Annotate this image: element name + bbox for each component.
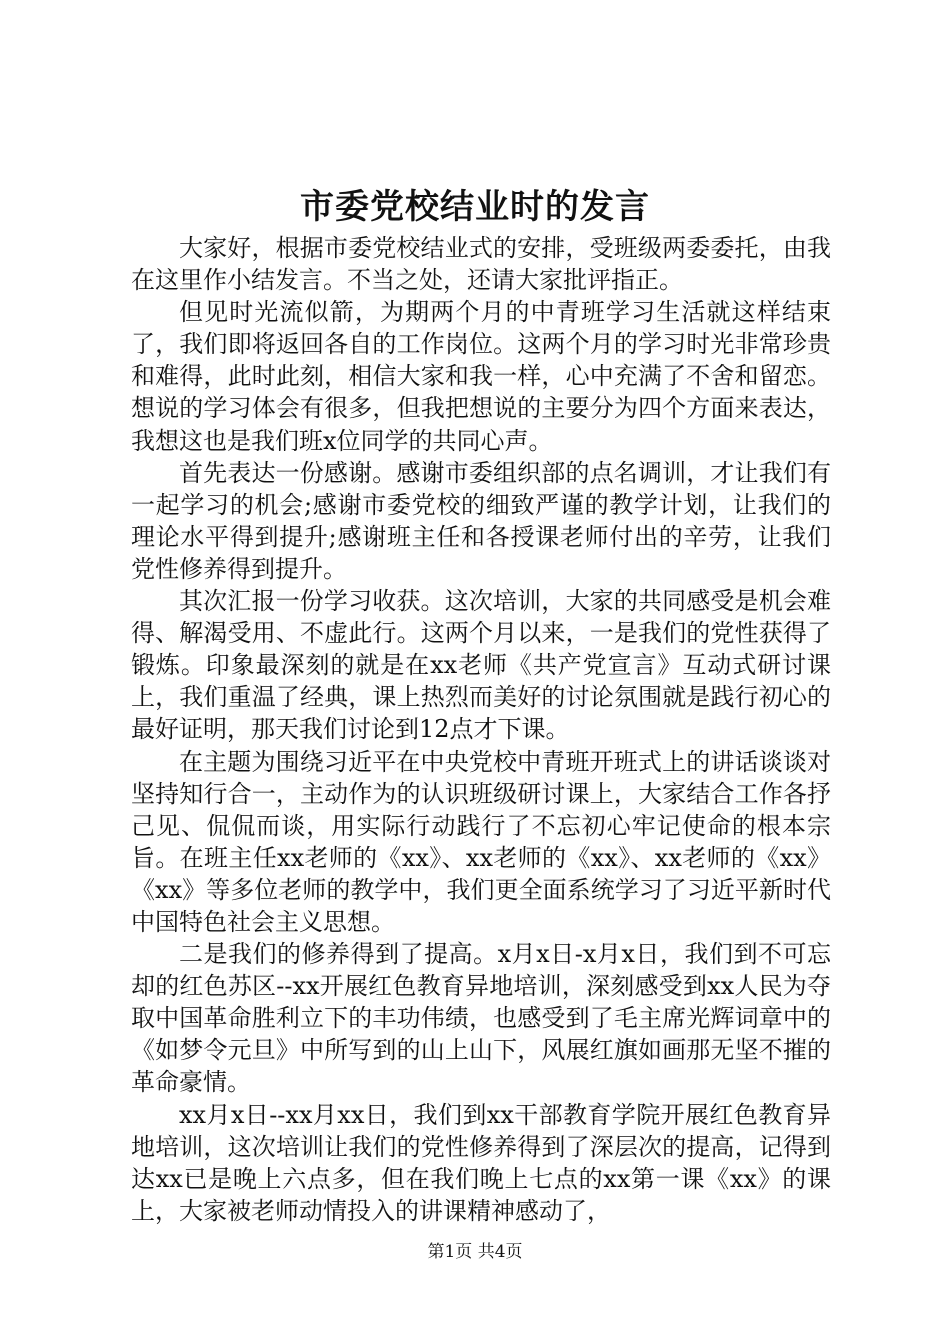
paragraph: 大家好，根据市委党校结业式的安排，受班级两委委托，由我在这里作小结发言。不当之处，还请大家批评指正。 <box>131 234 831 295</box>
document-title: 市委党校结业时的发言 <box>300 187 650 227</box>
paragraph: 其次汇报一份学习收获。这次培训，大家的共同感受是机会难得、解渴受用、不虚此行。这两个月以来，一是我们的党性获得了锻炼。印象最深刻的就是在xx老师《共产党宣言》互动式研讨课上，我们重温了经典，课上热烈而美好的讨论氛围就是践行初心的最好证明，那天我们讨论到12点才下课。 <box>131 587 831 744</box>
paragraph: 二是我们的修养得到了提高。x月x日-x月x日，我们到不可忘却的红色苏区--xx开展红色教育异地培训，深刻感受到xx人民为夺取中国革命胜利立下的丰功伟绩，也感受到了毛主席光辉词章中的《如梦令元旦》中所写到的山上山下，风展红旗如画那无坚不摧的革命豪情。 <box>131 940 831 1097</box>
paragraph: 在主题为围绕习近平在中央党校中青班开班式上的讲话谈谈对坚持知行合一，主动作为的认识班级研讨课上，大家结合工作各抒己见、侃侃而谈，用实际行动践行了不忘初心牢记使命的根本宗旨。在班主任xx老师的《xx》、xx老师的《xx》、xx老师的《xx》《xx》等多位老师的教学中，我们更全面系统学习了习近平新时代中国特色社会主义思想。 <box>131 747 831 936</box>
paragraph: 首先表达一份感谢。感谢市委组织部的点名调训，才让我们有一起学习的机会;感谢市委党校的细致严谨的教学计划，让我们的理论水平得到提升;感谢班主任和各授课老师付出的辛劳，让我们党性修养得到提升。 <box>131 458 831 583</box>
paragraph: 但见时光流似箭，为期两个月的中青班学习生活就这样结束了，我们即将返回各自的工作岗位。这两个月的学习时光非常珍贵和难得，此时此刻，相信大家和我一样，心中充满了不舍和留恋。想说的学习体会有很多，但我把想说的主要分为四个方面来表达，我想这也是我们班x位同学的共同心声。 <box>131 298 831 455</box>
page-footer: 第1页 共4页 <box>427 1242 523 1262</box>
document-body <box>131 232 831 1227</box>
paragraph: xx月x日--xx月xx日，我们到xx干部教育学院开展红色教育异地培训，这次培训让我们的党性修养得到了深层次的提高，记得到达xx已是晚上六点多，但在我们晚上七点的xx第一课《xx》的课上，大家被老师动情投入的讲课精神感动了， <box>131 1100 831 1225</box>
